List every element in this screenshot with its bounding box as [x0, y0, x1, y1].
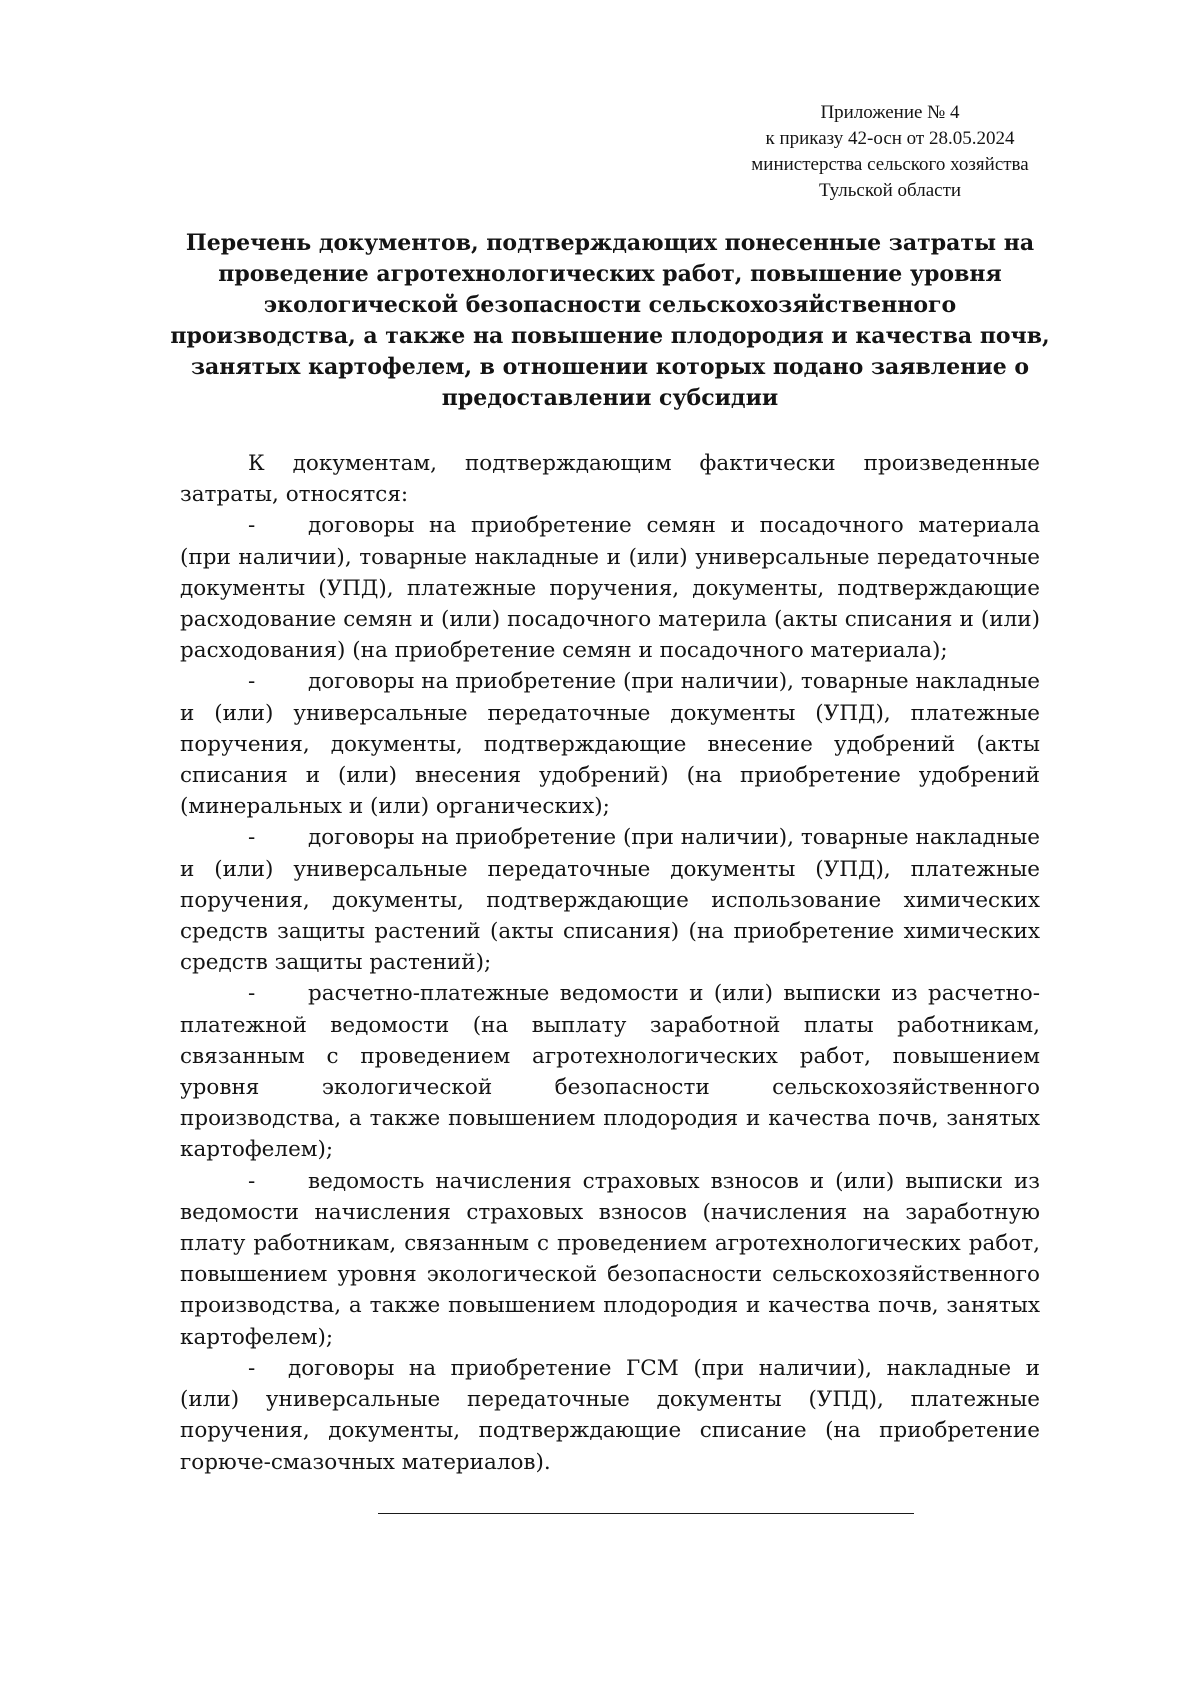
list-dash: -	[248, 1168, 256, 1194]
list-item	[180, 666, 1040, 822]
list-item-text: договоры на приобретение (при наличии), товарные накладные и (или) универсальные передаточные документы (УПД), платежные поручения, документы, подтверждающие использование химических средств защиты растений (акты списания) (на приобретение химических средств защиты растений);	[180, 825, 1040, 976]
list-item-text: договоры на приобретение (при наличии), товарные накладные и (или) универсальные передаточные документы (УПД), платежные поручения, документы, подтверждающие внесение удобрений (акты списания и (или) внесения удобрений) (на приобретение удобрений (минеральных и (или) органических);	[180, 669, 1040, 820]
list-item	[180, 978, 1040, 1165]
document-body	[180, 448, 1040, 1478]
list-dash: -	[248, 981, 256, 1007]
list-item	[180, 1353, 1040, 1478]
list-dash: -	[248, 513, 256, 539]
list-item-text: договоры на приобретение ГСМ (при наличии), накладные и (или) универсальные передаточные документы (УПД), платежные поручения, документы, подтверждающие списание (на приобретение горюче-смазочных материалов).	[180, 1355, 1040, 1475]
appendix-region: Тульской области	[818, 180, 962, 201]
appendix-ministry: министерства сельского хозяйства	[751, 154, 1029, 175]
list-item	[180, 1166, 1040, 1353]
appendix-number: Приложение № 4	[820, 102, 960, 123]
list-item	[180, 822, 1040, 978]
list-item-text: ведомость начисления страховых взносов и (или) выписки из ведомости начисления страховых взносов (начисления на заработную плату работникам, связанным с проведением агротехнологических работ, повышением уровня экологической безопасности сельскохозяйственного производства, а также повышением плодородия и качества почв, занятых картофелем);	[180, 1168, 1040, 1350]
list-item	[180, 510, 1040, 666]
appendix-order-reference: к приказу 42-осн от 28.05.2024	[765, 128, 1015, 149]
closing-rule	[378, 1513, 914, 1514]
list-item-text: договоры на приобретение семян и посадочного материала (при наличии), товарные накладные и (или) универсальные передаточные документы (УПД), платежные поручения, документы, подтверждающие расходование семян и (или) посадочного материла (акты списания и (или) расходования) (на приобретение семян и посадочного материала);	[180, 513, 1040, 664]
appendix-header	[700, 100, 1080, 204]
list-item-text: расчетно-платежные ведомости и (или) выписки из расчетно-платежной ведомости (на выплату заработной платы работникам, связанным с проведением агротехнологических работ, повышением уровня экологической безопасности сельскохозяйственного производства, а также повышением плодородия и качества почв, занятых картофелем);	[180, 981, 1040, 1163]
list-dash: -	[248, 825, 256, 851]
list-dash: -	[248, 1355, 256, 1381]
document-title: Перечень документов, подтверждающих понесенные затраты на проведение агротехнологических работ, повышение уровня экологической безопасности сельскохозяйственного производства, а также на повышение плодородия и качества почв, занятых картофелем, в отношении которых подано заявление о предоставлении субсидии	[170, 230, 1050, 411]
list-dash: -	[248, 669, 256, 695]
intro-paragraph: К документам, подтверждающим фактически произведенные затраты, относятся:	[180, 451, 1040, 508]
